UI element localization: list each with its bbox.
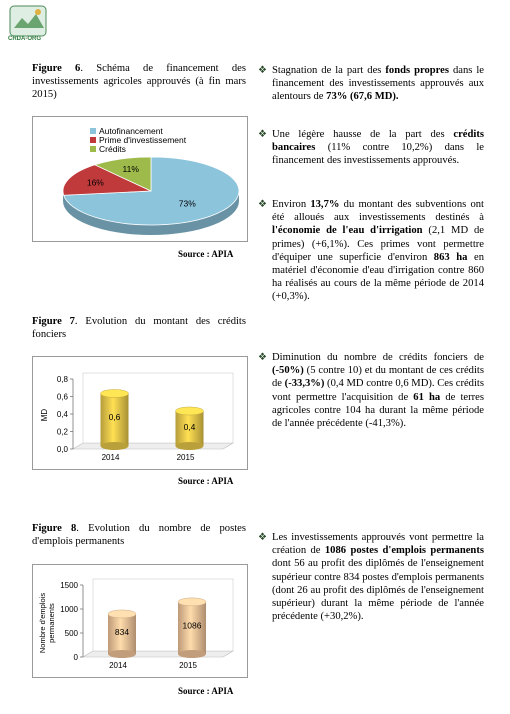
diamond-bullet-icon: ❖ xyxy=(258,129,267,140)
y-tick-label: 500 xyxy=(64,629,78,638)
x-tick-label: 2015 xyxy=(179,661,197,670)
figure-7-label: Figure 7 xyxy=(32,316,75,327)
y-tick-label: 0 xyxy=(73,653,78,662)
legend-label-prime: Prime d'investissement xyxy=(99,135,187,145)
bullet-emplois xyxy=(258,531,484,623)
x-tick-label: 2014 xyxy=(101,453,120,462)
figure-7-caption xyxy=(32,315,246,341)
legend-swatch-autofinancement xyxy=(90,128,96,134)
pie xyxy=(63,157,239,235)
pie-label-prime: 16% xyxy=(86,177,104,188)
bullet-credits-fonciers xyxy=(258,351,484,430)
chart-floor xyxy=(83,651,233,657)
data-label: 1086 xyxy=(182,620,202,631)
figure-6-chart xyxy=(32,116,248,242)
diamond-bullet-icon: ❖ xyxy=(258,65,267,76)
y-axis-label: Nombre d'emplois xyxy=(38,592,47,654)
pie-label-credits: 11% xyxy=(122,164,139,175)
chart-floor xyxy=(73,443,233,449)
legend-swatch-prime xyxy=(90,137,96,143)
y-tick-label: 1500 xyxy=(60,581,78,590)
bullet-economie-eau xyxy=(258,198,484,304)
bullet-text: Environ 13,7% du montant des subventions ont été alloués aux investissements destinés à l'économie de l'eau d'irrigation (2,1 MD de primes) (+6,1%). Ces primes vont permettre d'équiper une superficie d'environ 863 ha en matériel d'économie d'eau d'irrigation contre 860 ha réalisés au cours de la même période de 2014 (+0,3%). xyxy=(272,199,484,303)
figure-7-source: Source : APIA xyxy=(178,476,234,486)
y-tick-label: 0,0 xyxy=(56,445,68,454)
y-axis-label: MD xyxy=(40,408,49,422)
diamond-bullet-icon: ❖ xyxy=(258,199,267,210)
figure-8-label: Figure 8 xyxy=(32,523,77,534)
data-label: 834 xyxy=(114,626,130,637)
diamond-bullet-icon: ❖ xyxy=(258,532,267,543)
figure-6-title: . Schéma de financement des investissements agricoles approuvés (à fin mars 2015) xyxy=(32,63,246,100)
diamond-bullet-icon: ❖ xyxy=(258,352,267,363)
data-label: 0,4 xyxy=(183,421,196,432)
pie-label-autofinancement: 73% xyxy=(178,198,196,209)
y-tick-label: 1000 xyxy=(60,605,78,614)
legend-swatch-credits xyxy=(90,146,96,152)
bullet-text: Diminution du nombre de crédits fonciers de (-50%) (5 contre 10) et du montant de ces crédits de (-33,3%) (0,4 MD contre 0,6 MD). Ces crédits vont permettre l'acquisition de 61 ha de terres agricoles contre 104 ha durant la même période de l'année précédente (-41,3%). xyxy=(272,352,484,430)
figure-7-chart xyxy=(32,356,248,470)
figure-6-source: Source : APIA xyxy=(178,249,234,259)
bullet-fonds-propres xyxy=(258,64,484,104)
bullet-text: Les investissements approuvés vont permettre la création de 1086 postes d'emplois permanents dont 56 au profit des diplômés de l'enseignement supérieur contre 834 postes d'emplois permanents (dont 26 au profit des diplômés de l'enseignement supérieur) durant la même période de l'année précédente (+30,2%). xyxy=(272,532,484,623)
x-tick-label: 2015 xyxy=(176,453,195,462)
logo-text: CRDA-ORG xyxy=(8,36,41,42)
bullet-credits-bancaires xyxy=(258,128,484,168)
legend-label-credits: Crédits xyxy=(99,144,126,154)
figure-8-caption xyxy=(32,522,246,548)
figure-8-title: . Evolution du nombre de postes d'emplois permanents xyxy=(32,523,246,547)
figure-8-chart xyxy=(32,564,248,678)
y-axis-label-2: permanents xyxy=(47,603,56,643)
legend-label-autofinancement: Autofinancement xyxy=(99,126,163,136)
y-tick-label: 0,8 xyxy=(56,375,68,384)
bullet-text: Stagnation de la part des fonds propres dans le financement des investissements approuvés aux alentours de 73% (67,6 MD). xyxy=(272,65,484,103)
legend xyxy=(90,126,187,154)
y-tick-label: 0,2 xyxy=(56,427,68,437)
data-label: 0,6 xyxy=(108,412,121,423)
y-tick-label: 0,4 xyxy=(56,410,68,419)
x-tick-label: 2014 xyxy=(109,661,127,670)
figure-6-label: Figure 6 xyxy=(32,63,81,74)
figure-6-caption xyxy=(32,62,246,101)
bullet-text: Une légère hausse de la part des crédits bancaires (11% contre 10,2%) dans le financement des investissements approuvés. xyxy=(272,129,484,167)
figure-8-source: Source : APIA xyxy=(178,686,234,696)
y-tick-label: 0,6 xyxy=(56,392,68,402)
figure-7-title: . Evolution du montant des crédits fonciers xyxy=(32,316,246,340)
